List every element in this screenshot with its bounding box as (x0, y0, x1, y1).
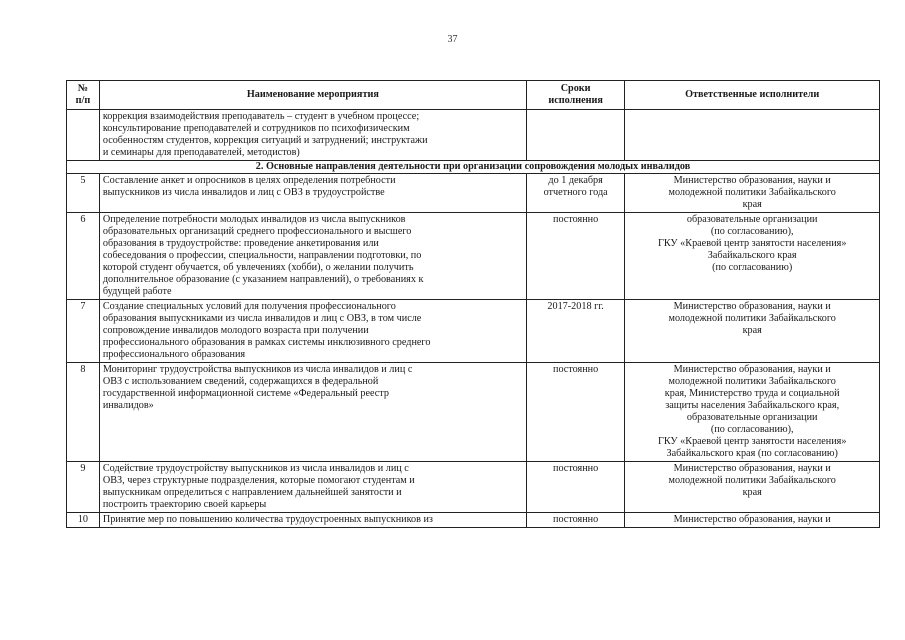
row-responsible-line: молодежной политики Забайкальского (668, 187, 836, 198)
continuation-term-cell (526, 110, 625, 161)
row-measure-name-line: инвалидов» (102, 400, 154, 411)
header-name-line: Наименование мероприятия (246, 89, 379, 100)
row-responsible-line: края (742, 487, 762, 498)
continuation-responsible-cell (625, 110, 880, 161)
row-responsible-line: Министерство образования, науки и (673, 463, 831, 474)
row-measure-name-line: Создание специальных условий для получения профессионального (102, 301, 396, 312)
row-responsible-line: (по согласованию) (712, 262, 793, 273)
row-responsible-line: края (742, 199, 762, 210)
row-term-line: постоянно (553, 463, 599, 474)
row-responsible (625, 174, 880, 213)
row-measure-name (99, 513, 526, 528)
row-measure-name-line: построить траекторию своей карьеры (102, 499, 267, 510)
row-measure-name-line: профессионального образования (102, 349, 246, 360)
row-term-line: постоянно (553, 514, 599, 525)
row-measure-name-line: Принятие мер по повышению количества трудоустроенных выпускников из (102, 514, 433, 525)
row-measure-name-line: образования выпускниками из числа инвалидов и лиц с ОВЗ, в том числе (102, 313, 422, 324)
row-term-line: постоянно (553, 214, 599, 225)
row-measure-name-line: Содействие трудоустройству выпускников из числа инвалидов и лиц с (102, 463, 409, 474)
row-term (526, 363, 625, 462)
row-measure-name-line: ОВЗ, через структурные подразделения, которые помогают студентам и (102, 475, 415, 486)
row-term-line: 2017-2018 гг. (547, 301, 604, 312)
row-number: 8 (67, 363, 100, 462)
continuation-line: коррекция взаимодействия преподаватель – студент в учебном процессе; (102, 111, 420, 122)
header-number-line: № (77, 83, 89, 94)
row-measure-name-line: образовательных организаций среднего профессионального и высшего (102, 226, 412, 237)
row-measure-name-line: сопровождение инвалидов молодого возраста при получении (102, 325, 369, 336)
table-rows (67, 174, 880, 528)
row-responsible-line: образовательные организации (686, 412, 818, 423)
row-term-line: до 1 декабря (548, 175, 603, 186)
row-measure-name-line: собеседования о профессии, специальности, направлении подготовки, по (102, 250, 422, 261)
table-header-row (67, 81, 880, 110)
header-responsible (625, 81, 880, 110)
table-row (67, 363, 880, 462)
row-term (526, 174, 625, 213)
table-row (67, 462, 880, 513)
row-measure-name (99, 300, 526, 363)
row-number: 10 (67, 513, 100, 528)
header-responsible-line: Ответственные исполнители (685, 89, 820, 100)
row-responsible (625, 462, 880, 513)
row-responsible-line: (по согласованию), (710, 226, 794, 237)
row-responsible-line: Министерство образования, науки и (673, 514, 831, 525)
row-measure-name-line: образования в трудоустройстве: проведение анкетирования или (102, 238, 379, 249)
header-term (526, 81, 625, 110)
row-responsible-line: молодежной политики Забайкальского (668, 313, 836, 324)
continuation-line: особенностям студентов, коррекция ситуаций и затруднений; инструктажи (102, 135, 428, 146)
row-responsible-line: ГКУ «Краевой центр занятости населения» (657, 238, 847, 249)
row-responsible-line: молодежной политики Забайкальского (668, 376, 836, 387)
row-measure-name-line: Мониторинг трудоустройства выпускников из числа инвалидов и лиц с (102, 364, 413, 375)
table-row (67, 513, 880, 528)
row-responsible (625, 513, 880, 528)
row-responsible-line: Забайкальского края (707, 250, 797, 261)
row-number: 9 (67, 462, 100, 513)
row-measure-name-line: выпускников из числа инвалидов и лиц с ОВЗ в трудоустройстве (102, 187, 385, 198)
continuation-line: и семинары для преподавателей, методистов) (102, 147, 300, 158)
row-measure-name-line: Определение потребности молодых инвалидов из числа выпускников (102, 214, 406, 225)
header-number (67, 81, 100, 110)
section-heading: 2. Основные направления деятельности при организации сопровождения молодых инвалидов (67, 161, 880, 174)
row-responsible-line: Министерство образования, науки и (673, 175, 831, 186)
row-responsible (625, 213, 880, 300)
row-measure-name (99, 462, 526, 513)
row-term (526, 513, 625, 528)
row-measure-name-line: которой студент обучается, об увлечениях (хобби), о желании получить (102, 262, 414, 273)
row-measure-name-line: профессионального образования в рамках системы инклюзивного среднего (102, 337, 431, 348)
row-number: 7 (67, 300, 100, 363)
row-term-line: постоянно (553, 364, 599, 375)
row-measure-name-line: дополнительное образование (с указанием направлений), о требованиях к (102, 274, 424, 285)
row-responsible-line: Забайкальского края (по согласованию) (666, 448, 838, 459)
row-responsible-line: образовательные организации (686, 214, 818, 225)
row-responsible-line: ГКУ «Краевой центр занятости населения» (657, 436, 847, 447)
row-responsible-line: молодежной политики Забайкальского (668, 475, 836, 486)
row-responsible (625, 363, 880, 462)
row-measure-name-line: будущей работе (102, 286, 172, 297)
header-number-line: п/п (75, 95, 91, 106)
table-row (67, 213, 880, 300)
row-measure-name-line: выпускникам определиться с направлением дальнейшей занятости и (102, 487, 402, 498)
table-row (67, 300, 880, 363)
row-responsible-line: края (742, 325, 762, 336)
continuation-line: консультирование преподавателей и сотрудников по психофизическим (102, 123, 410, 134)
row-measure-name-line: Составление анкет и опросников в целях определения потребности (102, 175, 396, 186)
header-name (99, 81, 526, 110)
table-row (67, 174, 880, 213)
row-measure-name (99, 363, 526, 462)
header-term-line: исполнения (548, 95, 603, 106)
row-term (526, 462, 625, 513)
page-number: 37 (447, 34, 458, 45)
row-responsible-line: края, Министерство труда и социальной (664, 388, 840, 399)
header-term-line: Сроки (560, 83, 591, 94)
section-heading-row (67, 161, 880, 174)
row-term-line: отчетного года (543, 187, 608, 198)
continuation-text-cell (99, 110, 526, 161)
row-responsible-line: Министерство образования, науки и (673, 364, 831, 375)
continuation-row (67, 110, 880, 161)
row-measure-name (99, 174, 526, 213)
measures-table (66, 80, 880, 528)
row-responsible-line: Министерство образования, науки и (673, 301, 831, 312)
row-measure-name-line: государственной информационной системе «Федеральный реестр (102, 388, 389, 399)
row-measure-name (99, 213, 526, 300)
row-term (526, 300, 625, 363)
row-responsible (625, 300, 880, 363)
row-measure-name-line: ОВЗ с использованием сведений, содержащихся в федеральной (102, 376, 379, 387)
row-responsible-line: защиты населения Забайкальского края, (665, 400, 840, 411)
row-number: 5 (67, 174, 100, 213)
row-number: 6 (67, 213, 100, 300)
row-responsible-line: (по согласованию), (710, 424, 794, 435)
row-term (526, 213, 625, 300)
continuation-number-cell (67, 110, 100, 161)
